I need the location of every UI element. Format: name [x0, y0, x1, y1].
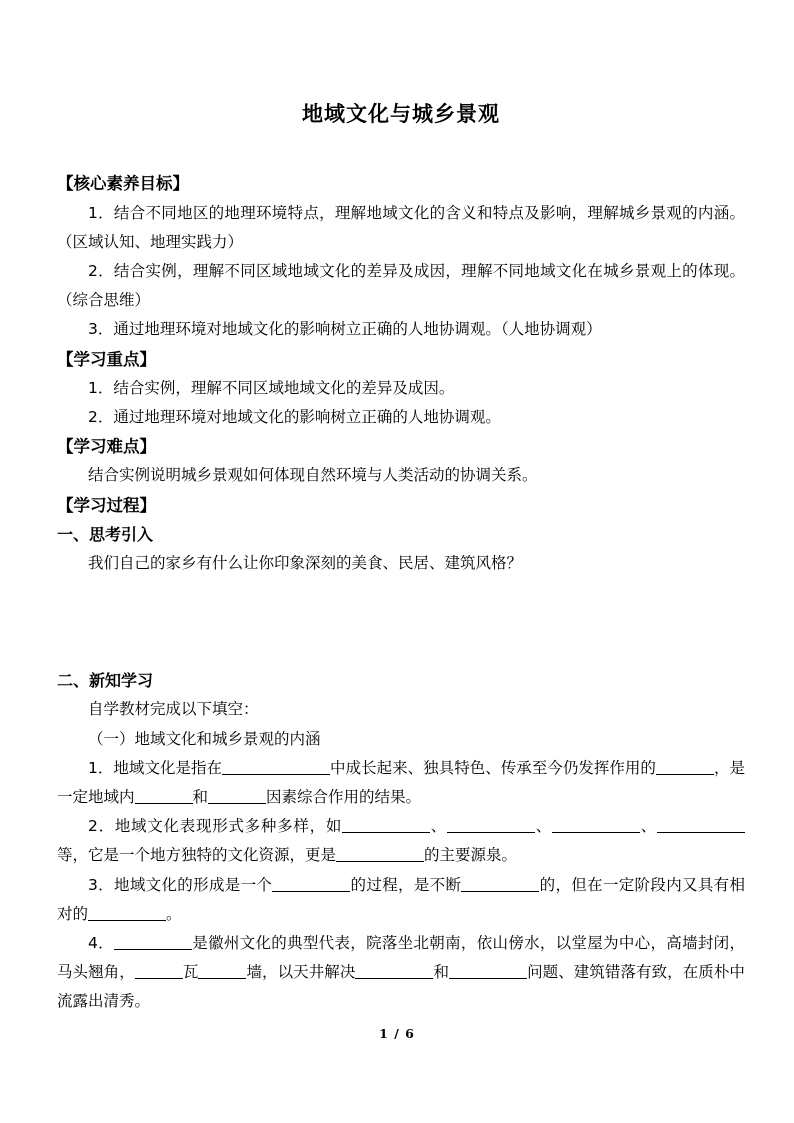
fill-item-4-blank-3[interactable]	[198, 963, 246, 979]
fill-item-1-blank-1[interactable]	[222, 759, 330, 775]
page-title: 地域文化与城乡景观	[302, 102, 500, 126]
section-core-goals	[57, 169, 745, 344]
key-points-item-2: 2．通过地理环境对地域文化的影响树立正确的人地协调观。	[88, 407, 501, 426]
fill-item-1-blank-4[interactable]	[208, 788, 266, 804]
fill-item-3	[57, 871, 745, 929]
section-process	[57, 491, 745, 520]
fill-item-2-seg-4: 等，它是一个地方独特的文化资源，更是	[57, 846, 337, 865]
fill-item-1-seg-0: 地域文化是指在	[113, 758, 223, 777]
fill-item-2-seg-1: 、	[430, 817, 448, 836]
fill-item-2-blank-1[interactable]	[342, 817, 430, 833]
fill-item-1-blank-3[interactable]	[135, 788, 193, 804]
fill-item-3-seg-3: 。	[166, 904, 182, 923]
key-points-item-1: 1．结合实例，理解不同区域地域文化的差异及成因。	[88, 378, 455, 397]
fill-item-4-number: 4．	[88, 933, 114, 952]
fill-item-4-blank-1[interactable]	[114, 934, 192, 950]
process-heading: 【学习过程】	[57, 495, 156, 515]
page-number: 1 / 6	[379, 1026, 415, 1041]
section-key-points	[57, 345, 745, 433]
answer-space	[57, 578, 745, 666]
fill-item-4-blank-5[interactable]	[449, 963, 527, 979]
fill-item-1-seg-1: 中成长起来、独具特色、传承至今仍发挥作用的	[330, 758, 656, 777]
core-goals-item-2: 2．结合实例，理解不同区域地域文化的差异及成因，理解不同地域文化在城乡景观上的体现。（综合思维）	[57, 261, 745, 310]
core-goals-item-1: 1．结合不同地区的地理环境特点，理解地域文化的含义和特点及影响，理解城乡景观的内涵。（区域认知、地理实践力）	[57, 203, 745, 251]
fill-item-3-blank-2[interactable]	[461, 876, 539, 892]
fill-item-2-blank-2[interactable]	[447, 817, 535, 833]
fill-item-1-seg-2: ，是一定地域内	[57, 758, 745, 806]
part-two-heading: 二、新知学习	[57, 671, 154, 691]
part-one-question: 我们自己的家乡有什么让你印象深刻的美食、民居、建筑风格？	[88, 553, 523, 572]
fill-item-2-number: 2．	[88, 817, 115, 836]
section-difficulties	[57, 432, 745, 490]
fill-item-2-blank-4[interactable]	[657, 817, 745, 833]
fill-item-3-number: 3．	[88, 875, 115, 894]
fill-item-4-seg-1: 是徽州文化的典型代表，院落坐北朝南，依山傍水，以堂屋为中心，高墙封闭，马头翘角，	[57, 933, 745, 982]
fill-item-1-seg-4: 因素综合作用的结果。	[266, 787, 422, 806]
fill-item-3-seg-1: 的过程，是不断	[350, 875, 462, 894]
fill-item-4	[57, 929, 745, 1017]
fill-item-4-blank-2[interactable]	[135, 963, 183, 979]
fill-item-3-blank-3[interactable]	[88, 905, 166, 921]
difficulties-heading: 【学习难点】	[57, 437, 156, 457]
fill-item-1-blank-2[interactable]	[656, 759, 714, 775]
part-two-subheading: （一）地域文化和城乡景观的内涵	[88, 729, 321, 748]
fill-item-3-seg-2: 的，但在一定阶段内又具有相对的	[57, 875, 745, 923]
part-one-heading: 一、思考引入	[57, 524, 154, 544]
title-spacer	[57, 128, 745, 169]
part-two-instruction: 自学教材完成以下填空：	[88, 700, 259, 719]
fill-item-2-seg-0: 地域文化表现形式多种多样，如	[114, 817, 343, 836]
fill-item-4-blank-4[interactable]	[355, 963, 433, 979]
fill-item-4-seg-3: 墙，以天井解决	[246, 963, 356, 982]
fill-item-2-seg-3: 、	[640, 817, 657, 836]
fill-item-1-number: 1．	[88, 758, 114, 777]
fill-item-1-seg-3: 和	[192, 787, 209, 806]
fill-item-2-blank-5[interactable]	[336, 846, 424, 862]
fill-item-2-blank-3[interactable]	[552, 817, 640, 833]
core-goals-item-3: 3．通过地理环境对地域文化的影响树立正确的人地协调观。（人地协调观）	[88, 320, 602, 339]
fill-item-3-blank-1[interactable]	[272, 876, 350, 892]
fill-item-4-seg-2: 瓦	[182, 963, 199, 982]
fill-item-2-seg-5: 的主要源泉。	[424, 846, 518, 865]
section-part-one	[57, 520, 745, 578]
fill-item-3-seg-0: 地域文化的形成是一个	[114, 875, 273, 894]
core-goals-heading: 【核心素养目标】	[57, 174, 189, 194]
difficulties-item-1: 结合实例说明城乡景观如何体现自然环境与人类活动的协调关系。	[88, 466, 538, 485]
fill-item-4-seg-4: 和	[433, 963, 450, 982]
fill-item-4-seg-5: 问题、建筑错落有致，在质朴中流露出清秀。	[57, 963, 745, 1011]
fill-item-2-seg-2: 、	[535, 817, 552, 836]
section-part-two	[57, 666, 745, 1016]
document-content	[57, 0, 745, 1017]
fill-item-2	[57, 812, 745, 870]
fill-item-1	[57, 754, 745, 812]
key-points-heading: 【学习重点】	[57, 349, 156, 369]
